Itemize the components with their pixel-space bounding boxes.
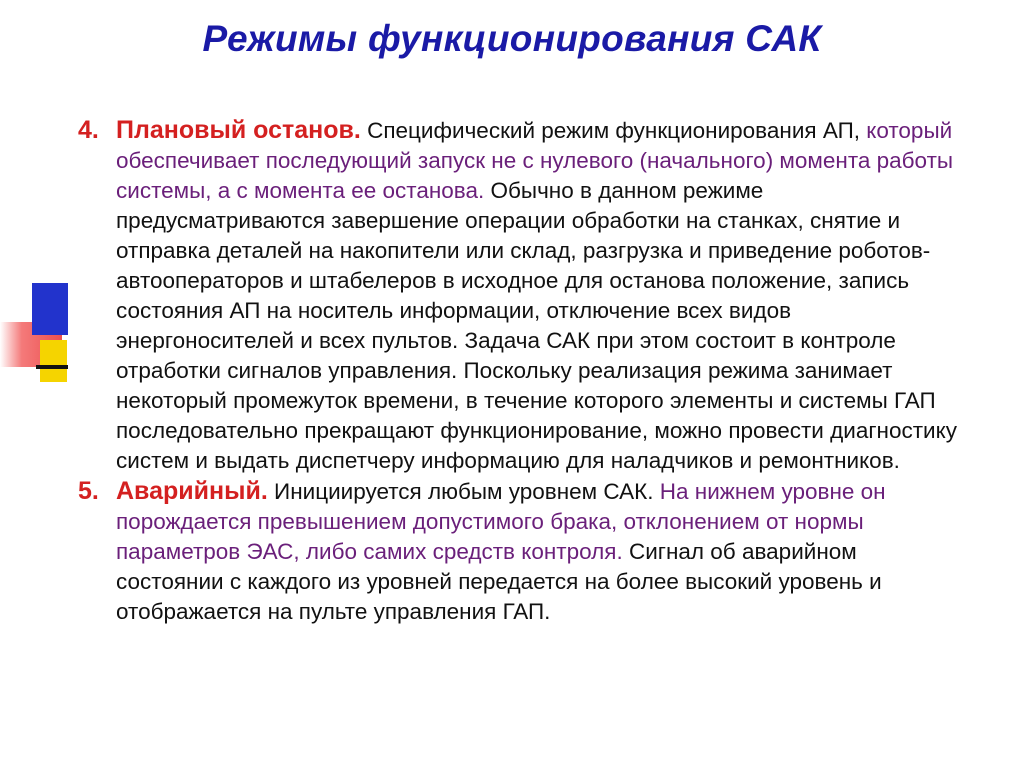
slide-title: Режимы функционирования САК bbox=[202, 18, 822, 59]
item-heading: Аварийный. bbox=[116, 477, 268, 505]
decorative-yellow-block bbox=[40, 340, 67, 382]
decorative-blue-block bbox=[32, 283, 68, 335]
decorative-black-line bbox=[36, 365, 68, 369]
item-heading: Плановый останов. bbox=[116, 116, 361, 144]
item-text-intro: Специфический режим функционирования АП, bbox=[360, 118, 860, 143]
list-item-emergency bbox=[78, 476, 968, 627]
item-number: 5. bbox=[78, 477, 99, 505]
slide-body bbox=[78, 115, 968, 627]
item-number: 4. bbox=[78, 116, 99, 144]
item-text-details: Сигнал об аварийном состоянии с каждого из уровней передается на более высокий уровень и отображается на пульте управления ГАП. bbox=[116, 539, 882, 624]
item-text-details: Обычно в данном режиме предусматриваются завершение операции обработки на станках, снятие и отправка деталей на накопители или склад, разгрузка и приведение роботов-автооператоров и штабелеров в исходное для останова положение, запись состояния АП на носитель информации, отключение всех видов энергоносителей и всех пультов. Задача САК при этом состоит в контроле отработки сигналов управления. Поскольку реализация режима занимает некоторый промежуток времени, в течение которого элементы и системы ГАП последовательно прекращают функционирование, можно провести диагностику систем и выдать диспетчеру информацию для наладчиков и ремонтников. bbox=[116, 178, 957, 473]
item-text-highlight: На нижнем уровне он порождается превышением допустимого брака, отклонением от нормы параметров ЭАС, либо самих средств контроля. bbox=[116, 479, 886, 564]
item-text-highlight: который обеспечивает последующий запуск не с нулевого (начального) момента работы системы, а с момента ее останова. bbox=[116, 118, 954, 203]
list-item-planned-stop bbox=[78, 115, 968, 476]
item-text-intro: Инициируется любым уровнем САК. bbox=[267, 479, 654, 504]
